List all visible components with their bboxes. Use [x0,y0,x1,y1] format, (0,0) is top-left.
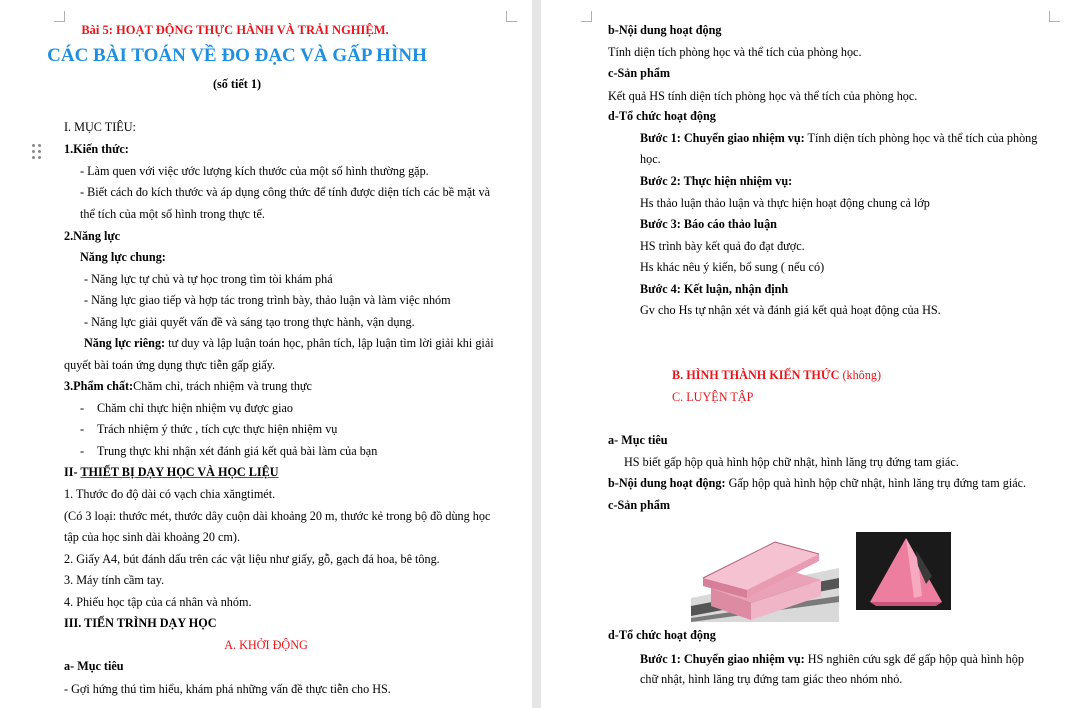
qualities [64,379,312,394]
step2-label: Bước 2: Thực hiện nhiệm vụ: [640,174,793,188]
crop-mark [54,11,65,22]
part-a-goal-heading: a- Mục tiêu [64,659,124,673]
product-text: Kết quả HS tính diện tích phòng học và thể tích của phòng học. [608,89,918,103]
lesson-header: Bài 5: HOẠT ĐỘNG THỰC HÀNH VÀ TRẢI NGHIỆM. [81,23,389,37]
step3-text: Hs khác nêu ý kiến, bổ sung ( nếu có) [640,260,825,274]
practice-step1 [640,652,1024,667]
activity-content-text: Tính diện tích phòng học và thể tích của phòng học. [608,45,862,59]
paragraph-drag-handle-icon[interactable] [32,144,42,160]
qualities-text: Chăm chỉ, trách nhiệm và trung thực [133,379,312,393]
part-c-heading: C. LUYỆN TẬP [672,390,754,404]
part-b-note: (không) [839,368,882,382]
equipment-heading-prefix: II- [64,465,81,479]
specific-competence-line2: quyết bài toán ứng dụng thực tiễn gấp giấy. [64,358,276,372]
competence-heading: 2.Năng lực [64,229,121,243]
document-page-left [0,0,532,708]
triangular-prism-image [856,532,951,610]
crop-mark [581,11,592,22]
step1 [640,131,1037,146]
step1-line2: học. [640,152,661,166]
knowledge-line: thể tích của một số hình trong thực tế. [80,207,265,221]
qualities-item: Trách nhiệm ý thức , tích cực thực hiện nhiệm vụ [97,422,338,436]
qualities-bullet: - [80,444,85,458]
part-b-heading [672,368,881,383]
competence-item: - Năng lực giải quyết vấn đề và sáng tạo trong thực hành, vận dụng. [84,315,415,329]
competence-item: - Năng lực giao tiếp và hợp tác trong trình bày, thảo luận và làm việc nhóm [84,293,451,307]
activity-content-heading: b-Nội dung hoạt động [608,23,722,37]
practice-organization-heading: d-Tổ chức hoạt động [608,628,716,642]
part-a-heading: A. KHỞI ĐỘNG [224,638,308,652]
crop-mark [506,11,517,22]
specific-competence-label: Năng lực riêng: [84,336,166,350]
part-b-label: B. HÌNH THÀNH KIẾN THỨC [672,368,840,382]
practice-step1-label: Bước 1: Chuyển giao nhiệm vụ: [640,652,805,666]
equipment-item: tập của học sinh dài khoảng 20 cm). [64,530,240,544]
equipment-item: 1. Thước đo độ dài có vạch chia xăngtimét. [64,487,276,501]
qualities-bullet: - [80,401,85,415]
general-competence-heading: Năng lực chung: [80,250,166,264]
process-heading: III. TIẾN TRÌNH DẠY HỌC [64,616,217,630]
competence-item: - Năng lực tự chủ và tự học trong tìm tòi khám phá [84,272,333,286]
document-page-right [541,0,1072,708]
lesson-periods: (số tiết 1) [212,77,262,91]
step2-text: Hs thảo luận thảo luận và thực hiện hoạt động chung cả lớp [640,196,930,210]
practice-content-text: Gấp hộp quà hình hộp chữ nhật, hình lăng trụ đứng tam giác. [725,476,1027,490]
practice-step1-line2: chữ nhật, hình lăng trụ đứng tam giác theo nhóm nhỏ. [640,672,903,686]
step1-text: Tính diện tích phòng học và thể tích của phòng [804,131,1038,145]
practice-content-label: b-Nội dung hoạt động: [608,476,726,490]
knowledge-line: - Biết cách đo kích thước và áp dụng công thức để tính được diện tích các bề mặt và [80,185,491,199]
specific-competence [84,336,494,351]
step3-text: HS trình bày kết quả đo đạt được. [640,239,805,253]
knowledge-heading: 1.Kiến thức: [64,142,129,156]
qualities-bullet: - [80,422,85,436]
section-objectives-heading: I. MỤC TIÊU: [64,120,136,134]
step4-text: Gv cho Hs tự nhận xét và đánh giá kết quả hoạt động của HS. [640,303,941,317]
qualities-item: Trung thực khi nhận xét đánh giá kết quả bài làm của bạn [97,444,378,458]
practice-goal-heading: a- Mục tiêu [608,433,668,447]
lesson-title: CÁC BÀI TOÁN VỀ ĐO ĐẠC VÀ GẤP HÌNH [47,45,427,66]
qualities-item: Chăm chỉ thực hiện nhiệm vụ được giao [97,401,293,415]
crop-mark [1049,11,1060,22]
organization-heading: d-Tổ chức hoạt động [608,109,716,123]
equipment-heading-title: THIẾT BỊ DẠY HỌC VÀ HỌC LIỆU [80,465,279,479]
knowledge-line: - Làm quen với việc ước lượng kích thước của một số hình thường gặp. [80,164,429,178]
specific-competence-text: tư duy và lập luận toán học, phân tích, lập luận tìm lời giải khi giải [165,336,494,350]
practice-content [608,476,1026,491]
practice-goal-text: HS biết gấp hộp quà hình hộp chữ nhật, hình lăng trụ đứng tam giác. [624,455,959,469]
step4-label: Bước 4: Kết luận, nhận định [640,282,789,296]
equipment-item: 3. Máy tính cầm tay. [64,573,165,587]
equipment-item: (Có 3 loại: thước mét, thước dây cuộn dài khoảng 20 m, thước kẻ trong bộ đồ dùng học [64,509,491,523]
qualities-label: 3.Phẩm chất: [64,379,134,393]
gift-box-image [691,528,839,622]
product-heading: c-Sản phẩm [608,66,670,80]
equipment-heading [64,465,279,480]
equipment-item: 4. Phiếu học tập của cá nhân và nhóm. [64,595,252,609]
practice-product-heading: c-Sản phẩm [608,498,670,512]
equipment-item: 2. Giấy A4, bút đánh dấu trên các vật liệu như giấy, gỗ, gạch đá hoa, bê tông. [64,552,440,566]
step3-label: Bước 3: Báo cáo thảo luận [640,217,777,231]
step1-label: Bước 1: Chuyển giao nhiệm vụ: [640,131,805,145]
practice-step1-text: HS nghiên cứu sgk để gấp hộp quà hình hộp [804,652,1024,666]
part-a-goal-text: - Gợi hứng thú tìm hiểu, khám phá những vấn đề thực tiễn cho HS. [64,682,391,696]
